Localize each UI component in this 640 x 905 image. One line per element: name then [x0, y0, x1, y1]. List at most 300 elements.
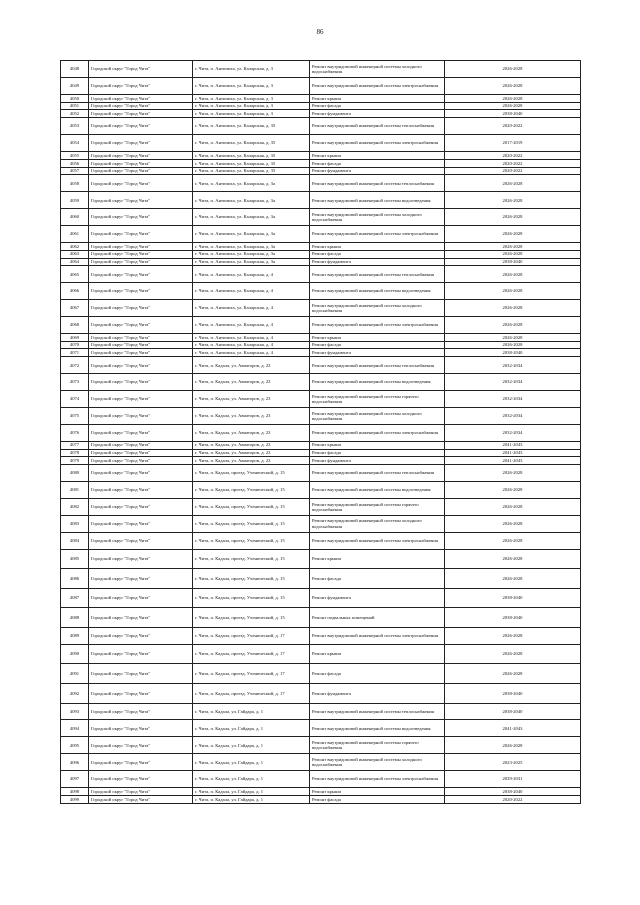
- row-number: 4074: [61, 391, 89, 408]
- row-number: 4053: [61, 118, 89, 135]
- municipality-cell: Городской округ "Город Чита": [89, 226, 193, 243]
- address-cell: г. Чита, п. Антипиха, ул. Каларская, д. 4: [193, 349, 310, 357]
- period-cell: 2026-2028: [445, 333, 581, 341]
- address-cell: г. Чита, п. Кадала, проезд. Ученический, д. 17: [193, 627, 310, 644]
- table-row: [61, 498, 581, 515]
- municipality-cell: Городской округ "Город Чита": [89, 754, 193, 771]
- table-row: [61, 151, 581, 159]
- table-row: [61, 664, 581, 684]
- row-number: 4070: [61, 341, 89, 349]
- municipality-cell: Городской округ "Город Чита": [89, 250, 193, 258]
- row-number: 4081: [61, 481, 89, 498]
- work-type-cell: Ремонт внутридомовой инженерной системы водоотведения: [310, 192, 445, 209]
- period-cell: 2023-2025: [445, 754, 581, 771]
- period-cell: 2020-2022: [445, 118, 581, 135]
- table-row: [61, 424, 581, 441]
- row-number: 4050: [61, 94, 89, 102]
- address-cell: г. Чита, п. Антипиха, ул. Каларская, д. 3: [193, 61, 310, 78]
- work-type-cell: Ремонт крыши: [310, 151, 445, 159]
- period-cell: 2026-2028: [445, 175, 581, 192]
- address-cell: г. Чита, п. Кадала, ул. Авиаторов, д. 23: [193, 391, 310, 408]
- municipality-cell: Городской округ "Город Чита": [89, 357, 193, 374]
- municipality-cell: Городской округ "Город Чита": [89, 77, 193, 94]
- table-row: [61, 737, 581, 754]
- period-cell: 2026-2028: [445, 242, 581, 250]
- address-cell: г. Чита, п. Антипиха, ул. Каларская, д. 3а: [193, 242, 310, 250]
- period-cell: 2038-2040: [445, 110, 581, 118]
- municipality-cell: Городской округ "Город Чита": [89, 333, 193, 341]
- period-cell: 2038-2040: [445, 258, 581, 266]
- row-number: 4055: [61, 151, 89, 159]
- period-cell: 2038-2040: [445, 349, 581, 357]
- municipality-cell: Городской округ "Город Чита": [89, 175, 193, 192]
- address-cell: г. Чита, п. Антипиха, ул. Каларская, д. 3а: [193, 226, 310, 243]
- period-cell: 2026-2028: [445, 627, 581, 644]
- municipality-cell: Городской округ "Город Чита": [89, 441, 193, 449]
- address-cell: г. Чита, п. Кадала, проезд. Ученический, д. 17: [193, 644, 310, 664]
- work-type-cell: Ремонт внутридомовой инженерной системы теплоснабжения: [310, 465, 445, 482]
- row-number: 4075: [61, 407, 89, 424]
- period-cell: 2032-2034: [445, 374, 581, 391]
- table-row: [61, 788, 581, 796]
- row-number: 4090: [61, 644, 89, 664]
- municipality-cell: Городской округ "Город Чита": [89, 481, 193, 498]
- row-number: 4057: [61, 167, 89, 175]
- row-number: 4098: [61, 788, 89, 796]
- period-cell: 2026-2028: [445, 515, 581, 532]
- work-type-cell: Ремонт внутридомовой инженерной системы электроснабжения: [310, 532, 445, 549]
- municipality-cell: Городской округ "Город Чита": [89, 258, 193, 266]
- period-cell: 2026-2028: [445, 77, 581, 94]
- period-cell: 2026-2028: [445, 498, 581, 515]
- work-type-cell: Ремонт внутридомовой инженерной системы горячего водоснабжения: [310, 498, 445, 515]
- period-cell: 2032-2034: [445, 391, 581, 408]
- period-cell: 2026-2028: [445, 102, 581, 110]
- row-number: 4085: [61, 549, 89, 569]
- address-cell: г. Чита, п. Кадала, проезд. Ученический, д. 15: [193, 465, 310, 482]
- row-number: 4060: [61, 209, 89, 226]
- municipality-cell: Городской округ "Город Чита": [89, 703, 193, 720]
- table-row: [61, 771, 581, 788]
- period-cell: 2026-2028: [445, 300, 581, 317]
- address-cell: г. Чита, п. Антипиха, ул. Каларская, д. 3а: [193, 258, 310, 266]
- work-type-cell: Ремонт фасада: [310, 250, 445, 258]
- period-cell: 2041-2043: [445, 720, 581, 737]
- row-number: 4094: [61, 720, 89, 737]
- work-type-cell: Ремонт фасада: [310, 795, 445, 803]
- work-type-cell: Ремонт фасада: [310, 341, 445, 349]
- work-type-cell: Ремонт крыши: [310, 549, 445, 569]
- row-number: 4077: [61, 441, 89, 449]
- period-cell: 2026-2028: [445, 664, 581, 684]
- row-number: 4093: [61, 703, 89, 720]
- table-row: [61, 159, 581, 167]
- work-type-cell: Ремонт внутридомовой инженерной системы водоотведения: [310, 283, 445, 300]
- municipality-cell: Городской округ "Город Чита": [89, 316, 193, 333]
- row-number: 4071: [61, 349, 89, 357]
- work-type-cell: Ремонт фасада: [310, 569, 445, 589]
- municipality-cell: Городской округ "Город Чита": [89, 159, 193, 167]
- table-row: [61, 102, 581, 110]
- work-type-cell: Ремонт внутридомовой инженерной системы электроснабжения: [310, 135, 445, 152]
- work-type-cell: Ремонт внутридомовой инженерной системы теплоснабжения: [310, 357, 445, 374]
- period-cell: 2026-2028: [445, 250, 581, 258]
- table-row: [61, 357, 581, 374]
- work-type-cell: Ремонт внутридомовой инженерной системы холодного водоснабжения: [310, 61, 445, 78]
- address-cell: г. Чита, п. Кадала, ул. Гайдара, д. 1: [193, 720, 310, 737]
- address-cell: г. Чита, п. Кадала, проезд. Ученический, д. 15: [193, 515, 310, 532]
- address-cell: г. Чита, п. Кадала, ул. Авиаторов, д. 23: [193, 357, 310, 374]
- address-cell: г. Чита, п. Кадала, ул. Авиаторов, д. 23: [193, 441, 310, 449]
- table-row: [61, 465, 581, 482]
- work-type-cell: Ремонт крыши: [310, 333, 445, 341]
- work-type-cell: Ремонт крыши: [310, 788, 445, 796]
- address-cell: г. Чита, п. Антипиха, ул. Каларская, д. 4: [193, 283, 310, 300]
- work-type-cell: Ремонт фундамента: [310, 588, 445, 608]
- municipality-cell: Городской округ "Город Чита": [89, 788, 193, 796]
- table-row: [61, 266, 581, 283]
- address-cell: г. Чита, п. Антипиха, ул. Каларская, д. 4: [193, 341, 310, 349]
- row-number: 4096: [61, 754, 89, 771]
- work-type-cell: Ремонт фундамента: [310, 258, 445, 266]
- table-row: [61, 703, 581, 720]
- repair-schedule-table: [60, 60, 581, 804]
- address-cell: г. Чита, п. Кадала, ул. Гайдара, д. 1: [193, 771, 310, 788]
- period-cell: 2017-2019: [445, 135, 581, 152]
- municipality-cell: Городской округ "Город Чита": [89, 795, 193, 803]
- table-row: [61, 627, 581, 644]
- row-number: 4054: [61, 135, 89, 152]
- municipality-cell: Городской округ "Город Чита": [89, 61, 193, 78]
- municipality-cell: Городской округ "Город Чита": [89, 569, 193, 589]
- table-row: [61, 374, 581, 391]
- period-cell: 2020-2022: [445, 167, 581, 175]
- address-cell: г. Чита, п. Антипиха, ул. Каларская, д. 35: [193, 135, 310, 152]
- row-number: 4078: [61, 449, 89, 457]
- table-row: [61, 209, 581, 226]
- row-number: 4049: [61, 77, 89, 94]
- work-type-cell: Ремонт внутридомовой инженерной системы горячего водоснабжения: [310, 391, 445, 408]
- municipality-cell: Городской округ "Город Чита": [89, 102, 193, 110]
- table-row: [61, 167, 581, 175]
- period-cell: 2026-2028: [445, 532, 581, 549]
- table-row: [61, 110, 581, 118]
- table-row: [61, 192, 581, 209]
- row-number: 4056: [61, 159, 89, 167]
- table-row: [61, 94, 581, 102]
- period-cell: 2041-2043: [445, 457, 581, 465]
- table-row: [61, 515, 581, 532]
- table-row: [61, 341, 581, 349]
- address-cell: г. Чита, п. Антипиха, ул. Каларская, д. 4: [193, 333, 310, 341]
- period-cell: 2041-2043: [445, 449, 581, 457]
- work-type-cell: Ремонт фундамента: [310, 110, 445, 118]
- row-number: 4061: [61, 226, 89, 243]
- address-cell: г. Чита, п. Кадала, ул. Авиаторов, д. 23: [193, 424, 310, 441]
- table-row: [61, 391, 581, 408]
- table-row: [61, 644, 581, 664]
- period-cell: 2026-2028: [445, 61, 581, 78]
- work-type-cell: Ремонт внутридомовой инженерной системы электроснабжения: [310, 226, 445, 243]
- municipality-cell: Городской округ "Город Чита": [89, 407, 193, 424]
- period-cell: 2038-2040: [445, 788, 581, 796]
- municipality-cell: Городской округ "Город Чита": [89, 266, 193, 283]
- table-row: [61, 283, 581, 300]
- period-cell: 2026-2028: [445, 192, 581, 209]
- address-cell: г. Чита, п. Антипиха, ул. Каларская, д. 3а: [193, 209, 310, 226]
- municipality-cell: Городской округ "Город Чита": [89, 192, 193, 209]
- row-number: 4063: [61, 250, 89, 258]
- table-row: [61, 242, 581, 250]
- row-number: 4080: [61, 465, 89, 482]
- row-number: 4092: [61, 684, 89, 704]
- work-type-cell: Ремонт крыши: [310, 441, 445, 449]
- row-number: 4067: [61, 300, 89, 317]
- work-type-cell: Ремонт внутридомовой инженерной системы электроснабжения: [310, 77, 445, 94]
- work-type-cell: Ремонт внутридомовой инженерной системы водоотведения: [310, 481, 445, 498]
- address-cell: г. Чита, п. Кадала, ул. Авиаторов, д. 23: [193, 374, 310, 391]
- work-type-cell: Ремонт фундамента: [310, 349, 445, 357]
- address-cell: г. Чита, п. Кадала, ул. Авиаторов, д. 23: [193, 407, 310, 424]
- row-number: 4072: [61, 357, 89, 374]
- period-cell: 2032-2034: [445, 407, 581, 424]
- period-cell: 2038-2040: [445, 684, 581, 704]
- row-number: 4069: [61, 333, 89, 341]
- period-cell: 2032-2034: [445, 424, 581, 441]
- municipality-cell: Городской округ "Город Чита": [89, 167, 193, 175]
- table-row: [61, 407, 581, 424]
- work-type-cell: Ремонт внутридомовой инженерной системы холодного водоснабжения: [310, 407, 445, 424]
- work-type-cell: Ремонт внутридомовой инженерной системы горячего водоснабжения: [310, 737, 445, 754]
- address-cell: г. Чита, п. Антипиха, ул. Каларская, д. 3: [193, 102, 310, 110]
- address-cell: г. Чита, п. Кадала, ул. Гайдара, д. 1: [193, 754, 310, 771]
- table-body: [61, 61, 581, 804]
- municipality-cell: Городской округ "Город Чита": [89, 242, 193, 250]
- municipality-cell: Городской округ "Город Чита": [89, 771, 193, 788]
- period-cell: 2026-2028: [445, 465, 581, 482]
- address-cell: г. Чита, п. Антипиха, ул. Каларская, д. 3: [193, 110, 310, 118]
- period-cell: 2026-2028: [445, 644, 581, 664]
- municipality-cell: Городской округ "Город Чита": [89, 424, 193, 441]
- address-cell: г. Чита, п. Кадала, проезд. Ученический, д. 15: [193, 498, 310, 515]
- municipality-cell: Городской округ "Город Чита": [89, 151, 193, 159]
- row-number: 4084: [61, 532, 89, 549]
- address-cell: г. Чита, п. Кадала, проезд. Ученический, д. 15: [193, 569, 310, 589]
- period-cell: 2020-2022: [445, 795, 581, 803]
- period-cell: 2020-2022: [445, 159, 581, 167]
- table-row: [61, 549, 581, 569]
- period-cell: 2026-2028: [445, 266, 581, 283]
- address-cell: г. Чита, п. Кадала, проезд. Ученический, д. 15: [193, 532, 310, 549]
- table-row: [61, 684, 581, 704]
- row-number: 4088: [61, 608, 89, 628]
- row-number: 4062: [61, 242, 89, 250]
- work-type-cell: Ремонт фундамента: [310, 457, 445, 465]
- row-number: 4079: [61, 457, 89, 465]
- row-number: 4083: [61, 515, 89, 532]
- work-type-cell: Ремонт подвальных помещений: [310, 608, 445, 628]
- table-row: [61, 481, 581, 498]
- page-number: 86: [316, 28, 324, 36]
- municipality-cell: Городской округ "Город Чита": [89, 465, 193, 482]
- address-cell: г. Чита, п. Антипиха, ул. Каларская, д. 35: [193, 118, 310, 135]
- period-cell: 2026-2028: [445, 316, 581, 333]
- municipality-cell: Городской округ "Город Чита": [89, 349, 193, 357]
- row-number: 4058: [61, 175, 89, 192]
- table-row: [61, 449, 581, 457]
- period-cell: 2041-2043: [445, 441, 581, 449]
- table-row: [61, 457, 581, 465]
- row-number: 4068: [61, 316, 89, 333]
- work-type-cell: Ремонт внутридомовой инженерной системы водоотведения: [310, 374, 445, 391]
- row-number: 4059: [61, 192, 89, 209]
- work-type-cell: Ремонт внутридомовой инженерной системы электроснабжения: [310, 627, 445, 644]
- work-type-cell: Ремонт внутридомовой инженерной системы холодного водоснабжения: [310, 300, 445, 317]
- address-cell: г. Чита, п. Антипиха, ул. Каларская, д. 3: [193, 77, 310, 94]
- municipality-cell: Городской округ "Город Чита": [89, 209, 193, 226]
- work-type-cell: Ремонт внутридомовой инженерной системы холодного водоснабжения: [310, 209, 445, 226]
- work-type-cell: Ремонт крыши: [310, 242, 445, 250]
- address-cell: г. Чита, п. Антипиха, ул. Каларская, д. 3: [193, 94, 310, 102]
- municipality-cell: Городской округ "Город Чита": [89, 515, 193, 532]
- address-cell: г. Чита, п. Антипиха, ул. Каларская, д. 3а: [193, 175, 310, 192]
- row-number: 4086: [61, 569, 89, 589]
- municipality-cell: Городской округ "Город Чита": [89, 300, 193, 317]
- address-cell: г. Чита, п. Кадала, проезд. Ученический, д. 15: [193, 549, 310, 569]
- work-type-cell: Ремонт крыши: [310, 644, 445, 664]
- work-type-cell: Ремонт фасада: [310, 664, 445, 684]
- row-number: 4089: [61, 627, 89, 644]
- address-cell: г. Чита, п. Кадала, проезд. Ученический, д. 15: [193, 608, 310, 628]
- work-type-cell: Ремонт фундамента: [310, 684, 445, 704]
- table-row: [61, 226, 581, 243]
- municipality-cell: Городской округ "Город Чита": [89, 341, 193, 349]
- address-cell: г. Чита, п. Кадала, ул. Гайдара, д. 1: [193, 737, 310, 754]
- municipality-cell: Городской округ "Город Чита": [89, 110, 193, 118]
- table-row: [61, 61, 581, 78]
- work-type-cell: Ремонт крыши: [310, 94, 445, 102]
- municipality-cell: Городской округ "Город Чита": [89, 627, 193, 644]
- period-cell: 2032-2034: [445, 357, 581, 374]
- work-type-cell: Ремонт внутридомовой инженерной системы холодного водоснабжения: [310, 754, 445, 771]
- period-cell: 2029-2031: [445, 771, 581, 788]
- period-cell: 2026-2028: [445, 209, 581, 226]
- period-cell: 2026-2028: [445, 569, 581, 589]
- address-cell: г. Чита, п. Антипиха, ул. Каларская, д. 35: [193, 151, 310, 159]
- period-cell: 2038-2040: [445, 608, 581, 628]
- row-number: 4082: [61, 498, 89, 515]
- address-cell: г. Чита, п. Кадала, ул. Авиаторов, д. 23: [193, 449, 310, 457]
- work-type-cell: Ремонт внутридомовой инженерной системы теплоснабжения: [310, 266, 445, 283]
- table-row: [61, 754, 581, 771]
- table-row: [61, 316, 581, 333]
- period-cell: 2020-2022: [445, 151, 581, 159]
- row-number: 4095: [61, 737, 89, 754]
- municipality-cell: Городской округ "Город Чита": [89, 737, 193, 754]
- row-number: 4097: [61, 771, 89, 788]
- period-cell: 2026-2028: [445, 737, 581, 754]
- row-number: 4051: [61, 102, 89, 110]
- work-type-cell: Ремонт внутридомовой инженерной системы теплоснабжения: [310, 175, 445, 192]
- address-cell: г. Чита, п. Кадала, ул. Гайдара, д. 1: [193, 703, 310, 720]
- address-cell: г. Чита, п. Кадала, проезд. Ученический, д. 15: [193, 481, 310, 498]
- municipality-cell: Городской округ "Город Чита": [89, 94, 193, 102]
- row-number: 4091: [61, 664, 89, 684]
- municipality-cell: Городской округ "Город Чита": [89, 532, 193, 549]
- municipality-cell: Городской округ "Город Чита": [89, 549, 193, 569]
- address-cell: г. Чита, п. Кадала, ул. Гайдара, д. 1: [193, 788, 310, 796]
- row-number: 4064: [61, 258, 89, 266]
- period-cell: 2026-2028: [445, 549, 581, 569]
- table-row: [61, 333, 581, 341]
- table-row: [61, 118, 581, 135]
- period-cell: 2026-2028: [445, 481, 581, 498]
- table-row: [61, 795, 581, 803]
- table-row: [61, 569, 581, 589]
- municipality-cell: Городской округ "Город Чита": [89, 588, 193, 608]
- row-number: 4048: [61, 61, 89, 78]
- municipality-cell: Городской округ "Город Чита": [89, 498, 193, 515]
- work-type-cell: Ремонт внутридомовой инженерной системы электроснабжения: [310, 316, 445, 333]
- work-type-cell: Ремонт внутридомовой инженерной системы электроснабжения: [310, 424, 445, 441]
- address-cell: г. Чита, п. Антипиха, ул. Каларская, д. 3а: [193, 192, 310, 209]
- address-cell: г. Чита, п. Антипиха, ул. Каларская, д. 4: [193, 300, 310, 317]
- municipality-cell: Городской округ "Город Чита": [89, 684, 193, 704]
- municipality-cell: Городской округ "Город Чита": [89, 664, 193, 684]
- municipality-cell: Городской округ "Город Чита": [89, 374, 193, 391]
- table-row: [61, 349, 581, 357]
- municipality-cell: Городской округ "Город Чита": [89, 391, 193, 408]
- address-cell: г. Чита, п. Антипиха, ул. Каларская, д. 35: [193, 167, 310, 175]
- row-number: 4066: [61, 283, 89, 300]
- table-row: [61, 300, 581, 317]
- table-row: [61, 608, 581, 628]
- work-type-cell: Ремонт фундамента: [310, 167, 445, 175]
- table-row: [61, 441, 581, 449]
- row-number: 4073: [61, 374, 89, 391]
- period-cell: 2038-2040: [445, 588, 581, 608]
- municipality-cell: Городской округ "Город Чита": [89, 283, 193, 300]
- row-number: 4087: [61, 588, 89, 608]
- work-type-cell: Ремонт фасада: [310, 102, 445, 110]
- row-number: 4076: [61, 424, 89, 441]
- table-row: [61, 175, 581, 192]
- work-type-cell: Ремонт внутридомовой инженерной системы холодного водоснабжения: [310, 515, 445, 532]
- work-type-cell: Ремонт внутридомовой инженерной системы теплоснабжения: [310, 703, 445, 720]
- work-type-cell: Ремонт фасада: [310, 159, 445, 167]
- municipality-cell: Городской округ "Город Чита": [89, 135, 193, 152]
- address-cell: г. Чита, п. Антипиха, ул. Каларская, д. 3а: [193, 250, 310, 258]
- address-cell: г. Чита, п. Кадала, проезд. Ученический, д. 17: [193, 684, 310, 704]
- municipality-cell: Городской округ "Город Чита": [89, 608, 193, 628]
- municipality-cell: Городской округ "Город Чита": [89, 644, 193, 664]
- table-row: [61, 720, 581, 737]
- table-row: [61, 588, 581, 608]
- period-cell: 2038-2040: [445, 703, 581, 720]
- table-row: [61, 77, 581, 94]
- municipality-cell: Городской округ "Город Чита": [89, 457, 193, 465]
- address-cell: г. Чита, п. Кадала, ул. Гайдара, д. 1: [193, 795, 310, 803]
- table-row: [61, 135, 581, 152]
- period-cell: 2026-2028: [445, 283, 581, 300]
- row-number: 4099: [61, 795, 89, 803]
- work-type-cell: Ремонт фасада: [310, 449, 445, 457]
- municipality-cell: Городской округ "Город Чита": [89, 449, 193, 457]
- address-cell: г. Чита, п. Антипиха, ул. Каларская, д. 35: [193, 159, 310, 167]
- address-cell: г. Чита, п. Антипиха, ул. Каларская, д. 4: [193, 266, 310, 283]
- address-cell: г. Чита, п. Антипиха, ул. Каларская, д. 4: [193, 316, 310, 333]
- row-number: 4065: [61, 266, 89, 283]
